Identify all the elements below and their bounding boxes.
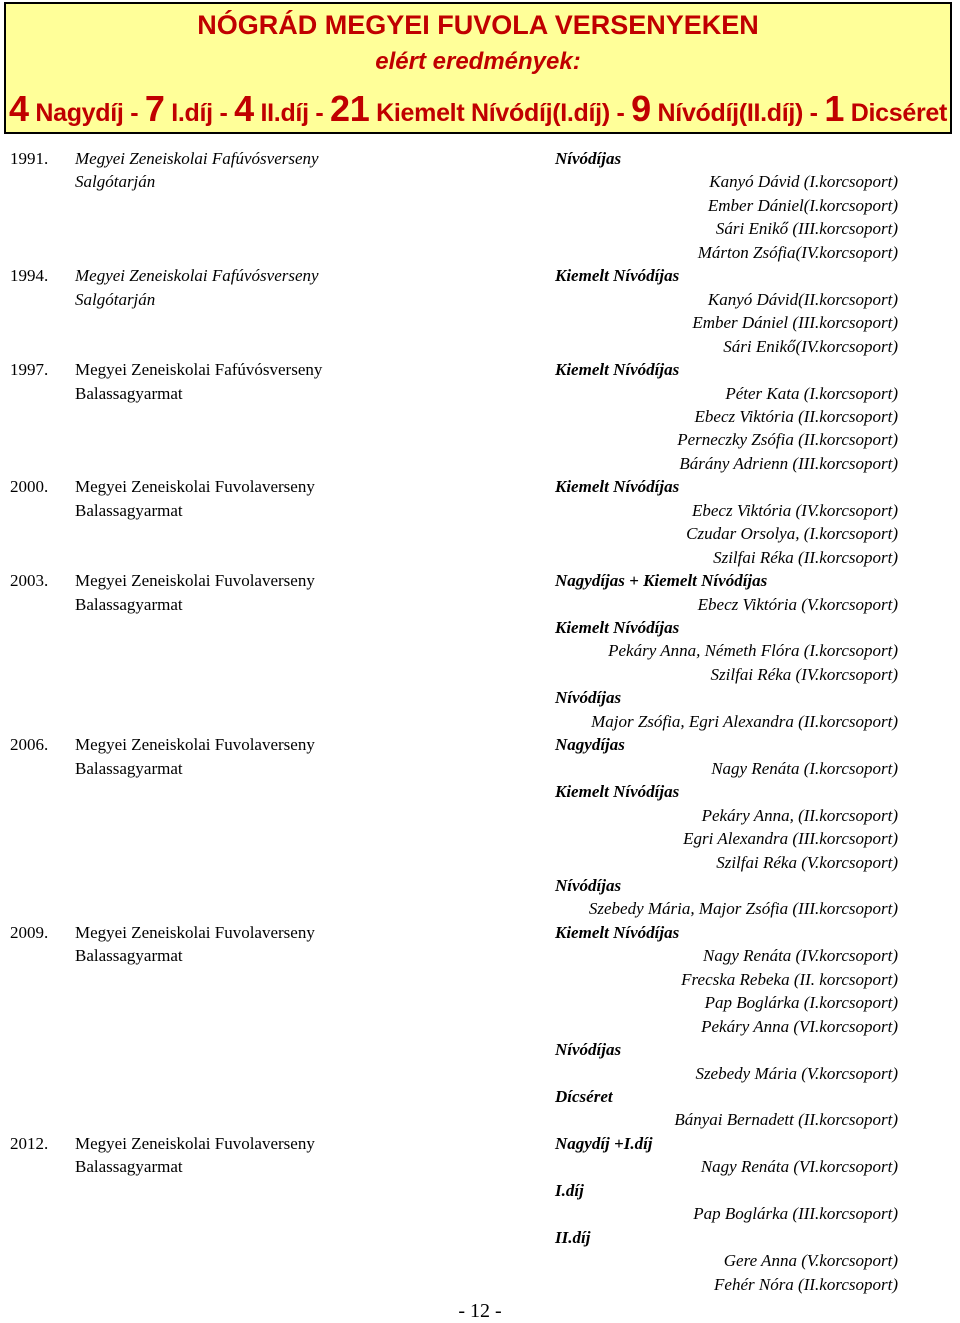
award-recipient: Major Zsófia, Egri Alexandra (II.korcsoport) (591, 711, 898, 731)
award-recipient: Péter Kata (I.korcsoport) (725, 383, 898, 403)
competition-year: 2000. (10, 477, 49, 497)
award-category: Nívódíjas (555, 875, 622, 895)
competition-name: Megyei Zeneiskolai Fafúvósverseny (75, 266, 319, 286)
award-recipient: Szilfai Réka (II.korcsoport) (713, 547, 898, 567)
award-recipient: Frecska Rebeka (II. korcsoport) (681, 969, 898, 989)
summary-count: 9 (631, 88, 651, 129)
award-category: Kiemelt Nívódíjas (555, 782, 680, 802)
award-category: Nívódíjas (555, 1040, 622, 1060)
award-recipient: Gere Anna (V.korcsoport) (723, 1251, 898, 1271)
summary-count: 1 (824, 88, 845, 129)
summary-label: Nagydíj - (28, 99, 145, 127)
summary-label: Nívódíj(II.díj) - (650, 99, 825, 127)
award-recipient: Márton Zsófia(IV.korcsoport) (697, 242, 898, 262)
award-recipient: Ebecz Viktória (II.korcsoport) (694, 406, 898, 426)
competition-place: Balassagyarmat (75, 594, 183, 614)
award-recipient: Szebedy Mária (V.korcsoport) (695, 1063, 898, 1083)
competition-name: Megyei Zeneiskolai Fuvolaverseny (75, 735, 315, 755)
page-subtitle: elért eredmények: (375, 48, 581, 75)
award-recipient: Szebedy Mária, Major Zsófia (III.korcsoport) (588, 899, 898, 919)
summary-label: Dicséret (844, 99, 948, 127)
competition-year: 2012. (10, 1133, 49, 1153)
award-recipient: Bányai Bernadett (II.korcsoport) (674, 1110, 898, 1130)
award-recipient: Ember Dániel (III.korcsoport) (692, 313, 898, 333)
award-category: Nívódíjas (555, 149, 622, 168)
header-box (4, 2, 952, 134)
award-recipient: Pap Boglárka (I.korcsoport) (704, 993, 898, 1013)
award-recipient: Ebecz Viktória (IV.korcsoport) (691, 500, 898, 520)
page-title: NÓGRÁD MEGYEI FUVOLA VERSENYEKEN (197, 10, 759, 40)
award-recipient: Szilfai Réka (V.korcsoport) (716, 852, 898, 872)
summary-label: II.díj - (253, 99, 331, 127)
award-recipient: Nagy Renáta (VI.korcsoport) (700, 1157, 898, 1177)
summary-label: I.díj - (164, 99, 235, 127)
award-category: Nagydíjas + Kiemelt Nívódíjas (555, 571, 768, 591)
award-category: II.díj (555, 1227, 591, 1247)
award-recipient: Ebecz Viktória (V.korcsoport) (697, 594, 898, 614)
competition-place: Balassagyarmat (75, 1157, 183, 1177)
award-recipient: Sári Enikő (III.korcsoport) (715, 219, 898, 239)
award-category: Kiemelt Nívódíjas (555, 360, 680, 380)
award-category: I.díj (555, 1180, 584, 1200)
award-category: Nagydíj +I.díj (555, 1133, 653, 1153)
competition-name: Megyei Zeneiskolai Fuvolaverseny (75, 477, 315, 497)
award-category: Dícséret (555, 1087, 613, 1106)
competition-year: 2003. (10, 571, 49, 591)
award-recipient: Egri Alexandra (III.korcsoport) (683, 829, 898, 849)
award-category: Nívódíjas (555, 688, 622, 708)
competition-place: Salgótarján (75, 172, 156, 192)
summary-count: 4 (8, 88, 29, 129)
award-recipient: Bárány Adrienn (III.korcsoport) (679, 453, 898, 473)
competition-year: 2009. (10, 922, 49, 942)
competition-year: 1991. (10, 149, 49, 168)
competition-place: Salgótarján (75, 289, 156, 309)
award-recipient: Pap Boglárka (III.korcsoport) (693, 1204, 898, 1224)
award-recipient: Ember Dániel(I.korcsoport) (707, 195, 898, 215)
award-recipient: Nagy Renáta (IV.korcsoport) (703, 946, 898, 966)
summary-count: 4 (234, 88, 254, 129)
competition-year: 1997. (10, 360, 49, 380)
award-recipient: Perneczky Zsófia (II.korcsoport) (677, 430, 898, 450)
award-recipient: Szilfai Réka (IV.korcsoport) (710, 664, 898, 684)
competition-name: Megyei Zeneiskolai Fuvolaverseny (75, 571, 315, 591)
summary-count: 21 (330, 88, 370, 129)
competition-name: Megyei Zeneiskolai Fuvolaverseny (75, 1133, 315, 1153)
competition-place: Balassagyarmat (75, 758, 183, 778)
competition-place: Balassagyarmat (75, 500, 183, 520)
award-recipient: Czudar Orsolya, (I.korcsoport) (686, 524, 898, 544)
award-recipient: Kanyó Dávid (I.korcsoport) (709, 172, 898, 192)
award-recipient: Pekáry Anna, Németh Flóra (I.korcsoport) (608, 641, 898, 661)
competition-place: Balassagyarmat (75, 946, 183, 966)
award-recipient: Kanyó Dávid(II.korcsoport) (707, 289, 898, 309)
award-recipient: Fehér Nóra (II.korcsoport) (714, 1274, 898, 1294)
competition-name: Megyei Zeneiskolai Fafúvósverseny (75, 360, 323, 380)
award-recipient: Sári Enikő(IV.korcsoport) (723, 336, 898, 356)
competition-year: 2006. (10, 735, 49, 755)
award-recipient: Pekáry Anna, (II.korcsoport) (701, 805, 898, 825)
competition-name: Megyei Zeneiskolai Fafúvósverseny (75, 149, 319, 168)
page-number: - 12 - (458, 1300, 502, 1322)
competition-place: Balassagyarmat (75, 383, 183, 403)
award-category: Kiemelt Nívódíjas (555, 922, 680, 942)
award-category: Kiemelt Nívódíjas (555, 477, 680, 497)
award-category: Nagydíjas (555, 735, 625, 755)
summary-label: Kiemelt Nívódíj(I.díj) - (369, 99, 632, 127)
award-category: Kiemelt Nívódíjas (555, 618, 680, 637)
competition-year: 1994. (10, 266, 49, 286)
award-recipient: Nagy Renáta (I.korcsoport) (711, 758, 898, 778)
competition-name: Megyei Zeneiskolai Fuvolaverseny (75, 922, 315, 942)
award-category: Kiemelt Nívódíjas (555, 266, 680, 286)
results-summary (6, 88, 950, 130)
summary-count: 7 (144, 88, 165, 129)
award-recipient: Pekáry Anna (VI.korcsoport) (701, 1016, 898, 1036)
